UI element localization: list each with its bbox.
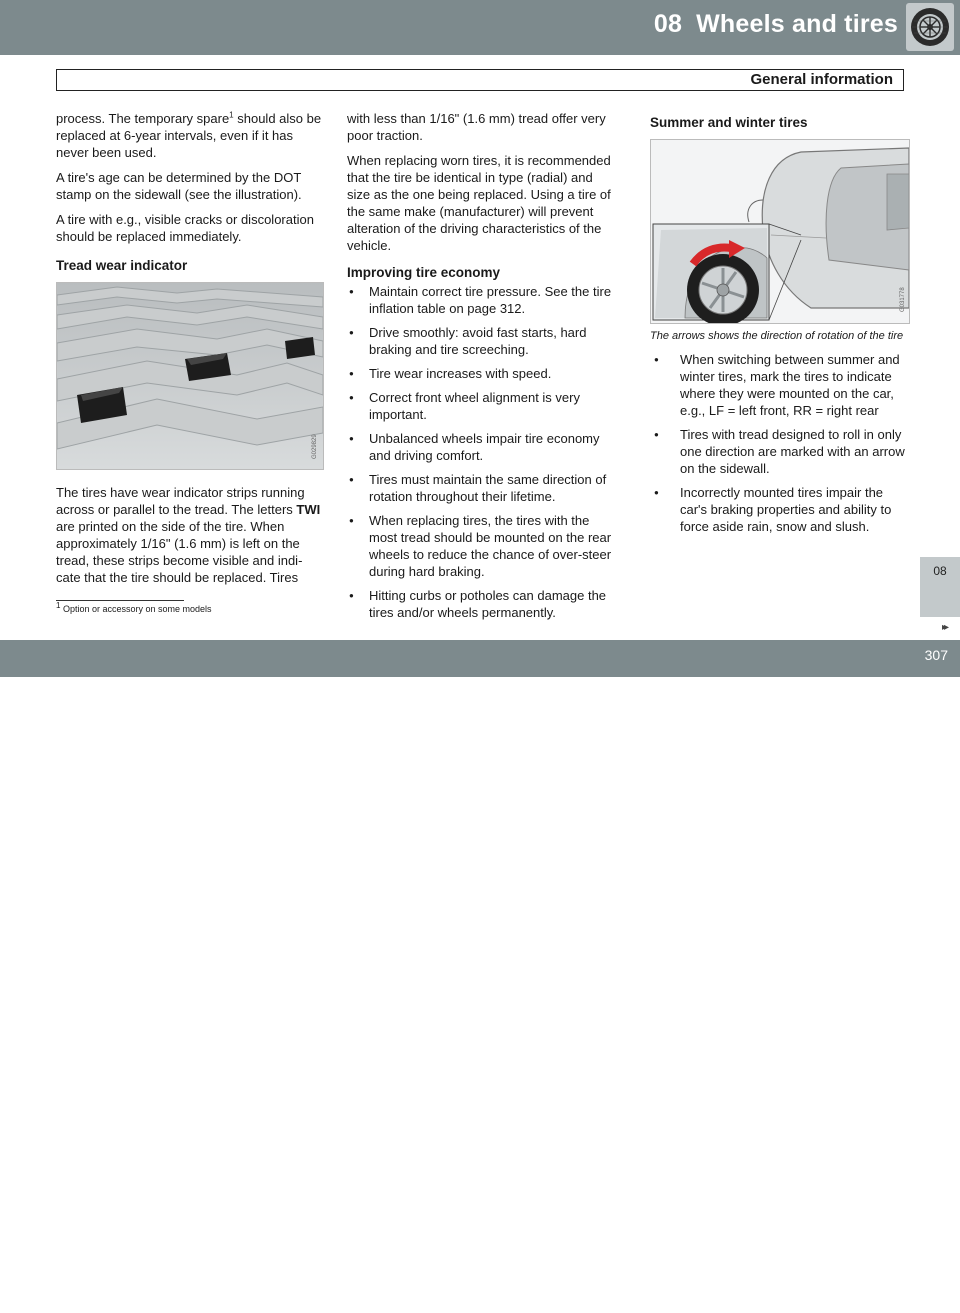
paragraph: When replacing worn tires, it is recommended that the tire be identical in type (radial) and size as the one being replaced. Using a tire of the same make (manufacturer) will prevent alteration of the driving characteristics of the vehicle. [347,153,611,253]
figure-id: G029829 [312,434,318,459]
bold-text: TWI [296,502,321,517]
watermark: carmanualsonline.info [615,1290,828,1312]
tread-wear-illustration [56,282,324,470]
text: are printed on the side of the tire. When approximately 1/16" (1.6 mm) is left on the tread, these strips become visible and indi-cate that the tire should be replaced. Tires [56,519,303,585]
text: should also be replaced at 6-year intervals, even if it has never been used. [56,111,322,160]
paragraph [56,484,322,586]
footnote-marker: 1 [56,601,61,610]
list-item: ● Unbalanced wheels impair tire economy and driving comfort. [347,430,615,464]
column-1 [56,110,322,594]
paragraph: A tire with e.g., visible cracks or discoloration should be replaced immediately. [56,212,314,244]
heading-tire-economy: Improving tire economy [347,265,501,280]
page-number: 307 [924,647,948,663]
footnote-marker: 1 [229,110,234,120]
side-tab-label: 08 [933,564,947,578]
footnote-divider [56,600,184,601]
list-item: ● When replacing tires, the tires with the most tread should be mounted on the rear wheels to reduce the chance of over-steer during hard braking. [347,512,615,580]
list-item: ● Tire wear increases with speed. [347,365,615,382]
list-item: ● Maintain correct tire pressure. See the tire inflation table on page 312. [347,283,615,317]
list-item: ● When switching between summer and winter tires, mark the tires to indicate where they were mounted on the car, e.g., LF = left front, RR = right rear [650,351,908,419]
chapter-title [654,10,898,39]
summer-winter-list [650,351,908,535]
tire-economy-list [347,283,615,621]
figure-id: G031778 [900,287,906,312]
wheel-icon [906,3,954,51]
section-header [56,69,904,91]
chapter-number: 08 [653,10,683,38]
column-3 [650,114,908,542]
heading-tread-wear: Tread wear indicator [56,258,188,273]
tire-rotation-illustration [650,139,910,324]
paragraph: A tire's age can be determined by the DOT stamp on the sidewall (see the illustration). [56,170,302,202]
figure-caption: The arrows shows the direction of rotation of the tire [650,330,904,342]
header-bar [0,0,960,55]
list-item: ● Correct front wheel alignment is very important. [347,389,615,423]
chapter-side-tab[interactable] [920,557,960,617]
paragraph: with less than 1/16" (1.6 mm) tread offer very poor traction. [347,111,606,143]
footnote [56,601,212,614]
list-item: ● Tires must maintain the same direction of rotation throughout their lifetime. [347,471,615,505]
section-title: General information [750,71,893,88]
list-item: ● Incorrectly mounted tires impair the car's braking properties and ability to force aside rain, snow and slush. [650,484,908,535]
footer-bar [0,640,960,1312]
text: process. The temporary spare [56,111,230,126]
paragraph [56,110,322,161]
list-item: ● Tires with tread designed to roll in only one direction are marked with an arrow on the sidewall. [650,426,908,477]
column-2 [347,110,615,628]
list-item: ● Hitting curbs or potholes can damage the tires and/or wheels permanently. [347,587,615,621]
text: The tires have wear indicator strips running across or parallel to the tread. The letters [56,485,305,517]
list-item: ● Drive smoothly: avoid fast starts, hard braking and tire screeching. [347,324,615,358]
chapter-title-text: Wheels and tires [696,10,898,38]
heading-summer-winter: Summer and winter tires [650,115,808,130]
next-page-arrow-icon[interactable]: ▸▸ [941,622,946,633]
footnote-text: Option or accessory on some models [62,604,212,614]
